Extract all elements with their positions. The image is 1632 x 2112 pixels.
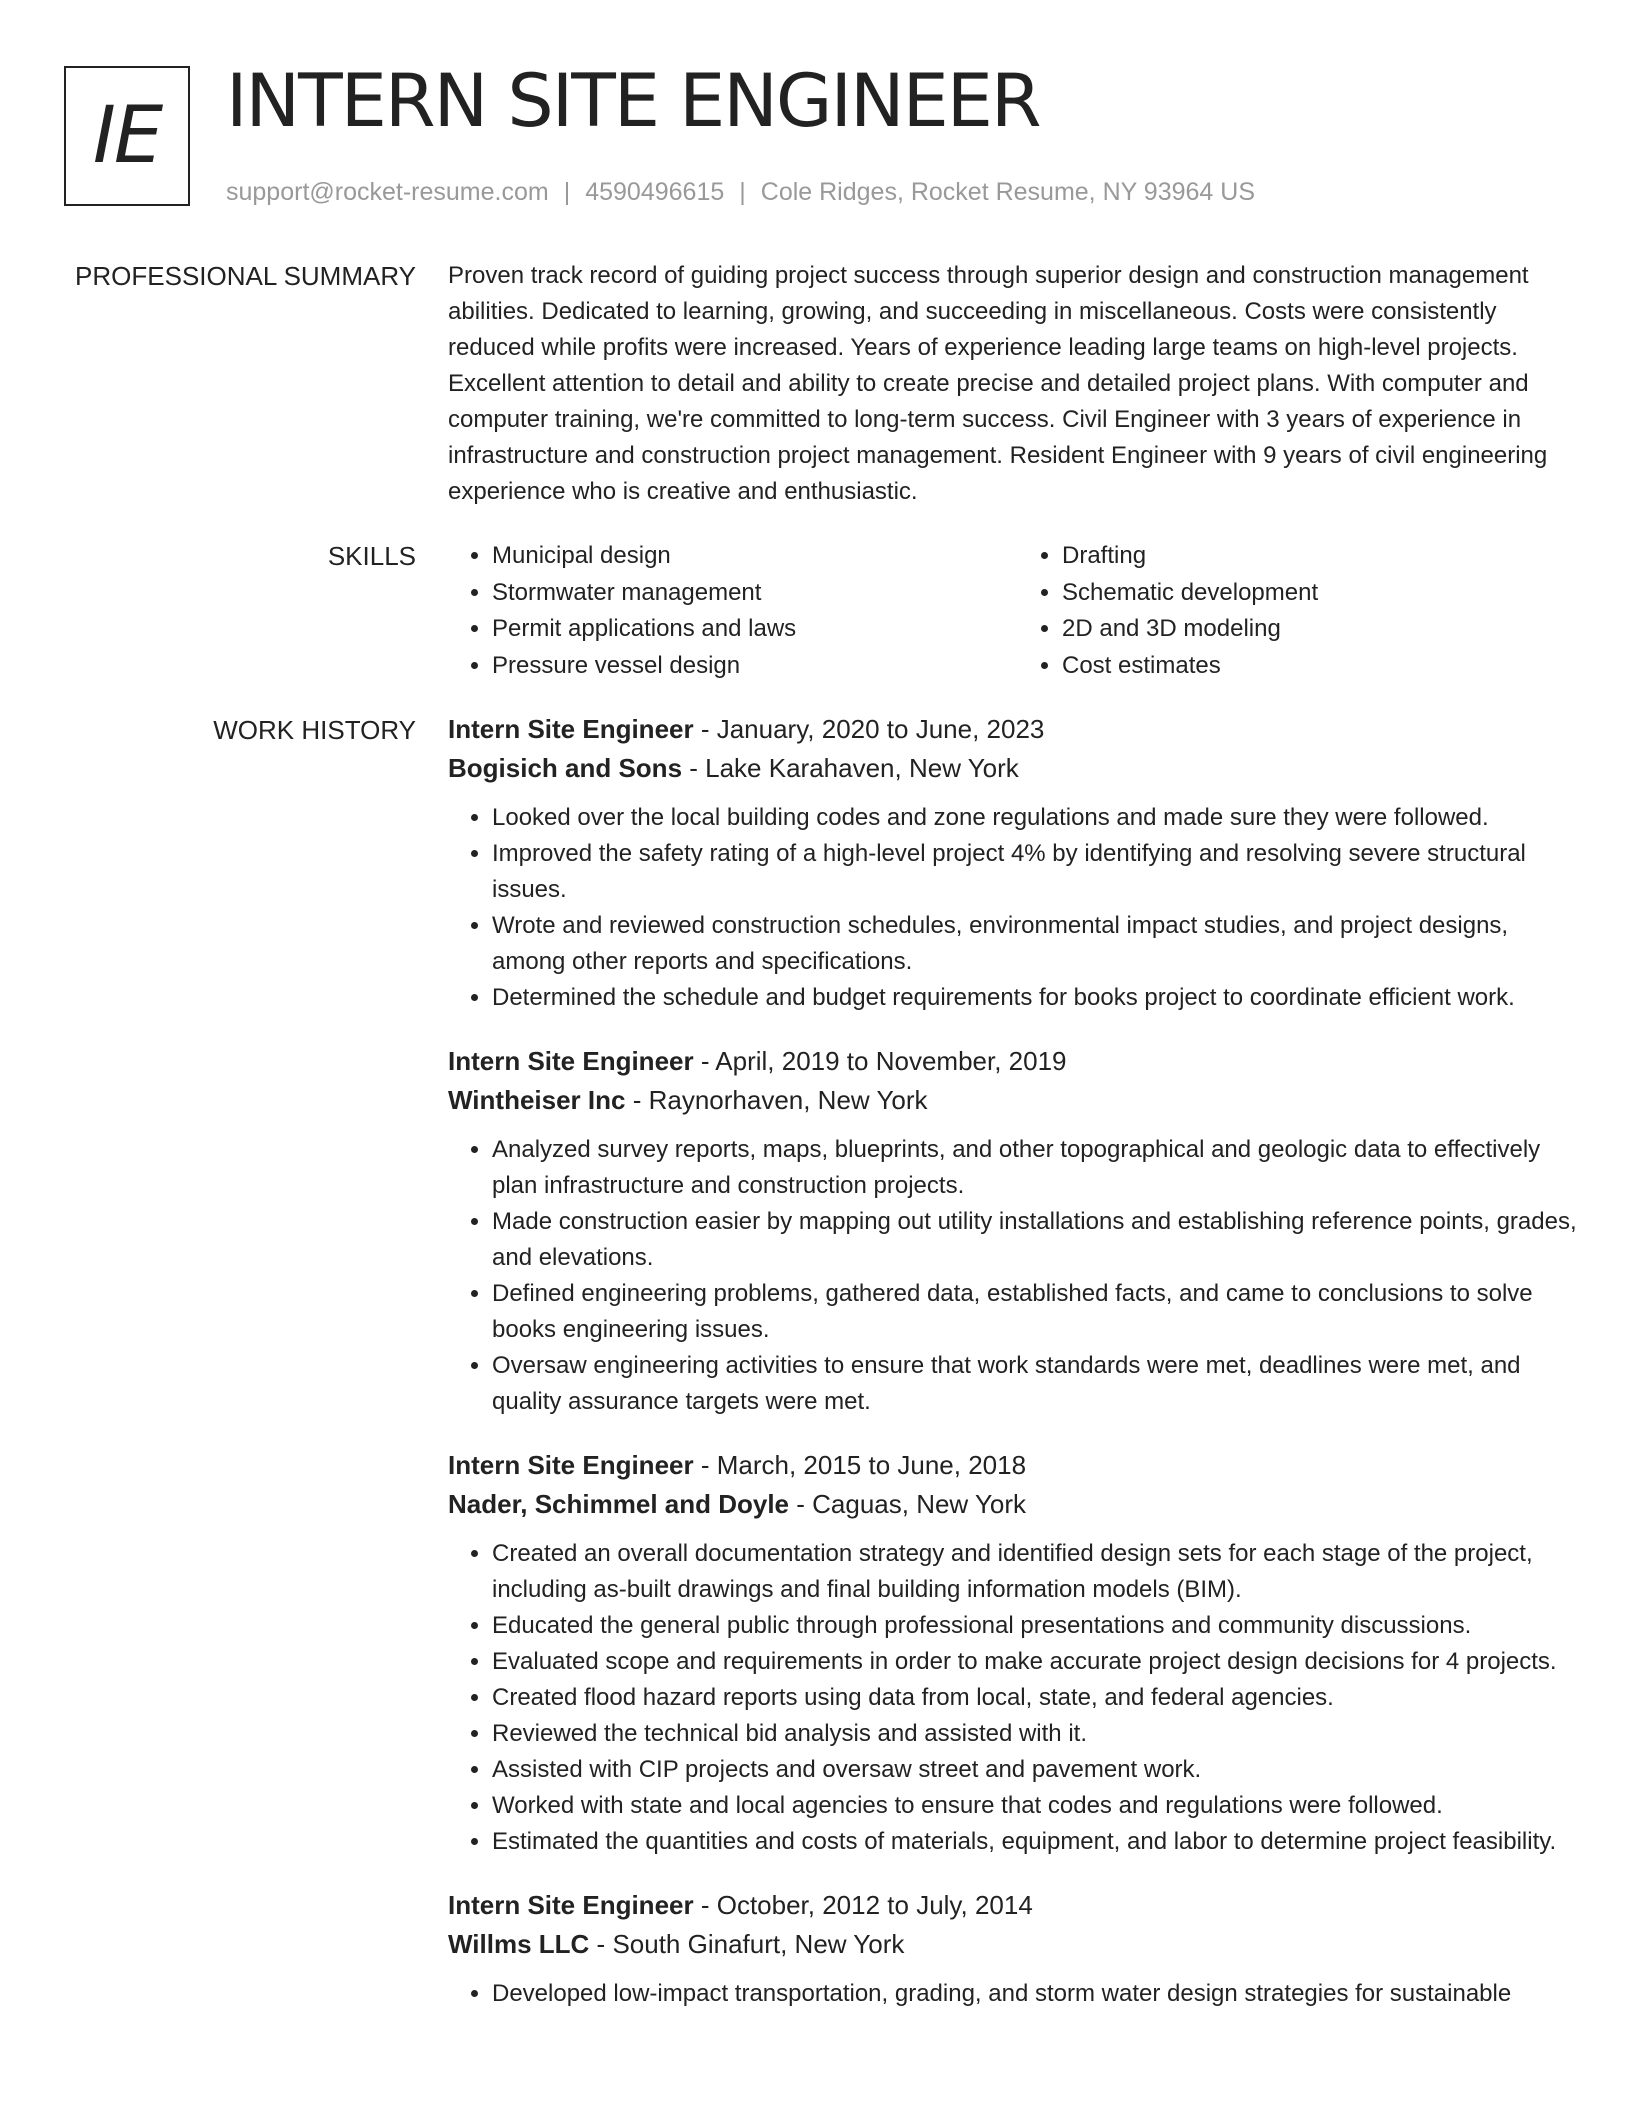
job-dash: - <box>693 1890 717 1920</box>
skills-label: SKILLS <box>327 541 416 571</box>
skill-item: • Permit applications and laws <box>492 611 1018 648</box>
contact-phone: 4590496615 <box>585 178 725 206</box>
work-history-section <box>0 710 1632 2038</box>
skills-column-left <box>448 538 1018 684</box>
job-bullet: • Looked over the local building codes and zone regulations and made sure they were followed. <box>492 800 1588 836</box>
skill-item: • Municipal design <box>492 538 1018 575</box>
job-title: Intern Site Engineer <box>448 1890 694 1920</box>
job-bullet: • Developed low-impact transportation, grading, and storm water design strategies for sustainable <box>492 1976 1588 2012</box>
job-bullet: • Created flood hazard reports using data from local, state, and federal agencies. <box>492 1680 1588 1716</box>
summary-content <box>448 256 1588 510</box>
job-company: Bogisich and Sons <box>448 753 683 783</box>
skill-item: • Cost estimates <box>1062 648 1588 685</box>
contact-line <box>226 172 1255 212</box>
contact-address: Cole Ridges, Rocket Resume, NY 93964 US <box>760 178 1255 206</box>
job-dash: - <box>789 1489 813 1519</box>
job-company-line <box>448 1081 1588 1120</box>
job-bullet: • Made construction easier by mapping out utility installations and establishing reference points, grades, and elevations. <box>492 1204 1588 1276</box>
job-dash: - <box>693 714 717 744</box>
job-bullet: • Determined the schedule and budget requirements for books project to coordinate efficient work. <box>492 980 1588 1016</box>
summary-section <box>0 256 1632 510</box>
job-location: Raynorhaven, New York <box>648 1085 928 1115</box>
job-title-line <box>448 1446 1588 1485</box>
job-title: Intern Site Engineer <box>448 1046 694 1076</box>
job-bullet: • Improved the safety rating of a high-level project 4% by identifying and resolving severe structural issues. <box>492 836 1588 908</box>
job-bullet: • Evaluated scope and requirements in order to make accurate project design decisions for 4 projects. <box>492 1644 1588 1680</box>
skills-column-right <box>1018 538 1588 684</box>
job-title: Intern Site Engineer <box>448 714 694 744</box>
job-bullet: • Estimated the quantities and costs of materials, equipment, and labor to determine project feasibility. <box>492 1824 1588 1860</box>
job-company-line <box>448 1925 1588 1964</box>
job-location: Caguas, New York <box>812 1489 1027 1519</box>
contact-email: support@rocket-resume.com <box>226 178 549 206</box>
job-bullet-list <box>448 1976 1588 2012</box>
job-title: Intern Site Engineer <box>448 1450 694 1480</box>
job-title-line <box>448 1886 1588 1925</box>
job-location: Lake Karahaven, New York <box>705 753 1019 783</box>
job-bullet: • Assisted with CIP projects and oversaw street and pavement work. <box>492 1752 1588 1788</box>
job-bullet-list <box>448 800 1588 1016</box>
job-bullet: • Created an overall documentation strategy and identified design sets for each stage of the project, including as-built drawings and final building information models (BIM). <box>492 1536 1588 1608</box>
skill-item: • 2D and 3D modeling <box>1062 611 1588 648</box>
job-bullet: • Oversaw engineering activities to ensure that work standards were met, deadlines were met, and quality assurance targets were met. <box>492 1348 1588 1420</box>
job-bullet: • Educated the general public through professional presentations and community discussions. <box>492 1608 1588 1644</box>
contact-separator: | <box>563 178 571 206</box>
skill-item: • Drafting <box>1062 538 1588 575</box>
work-history-label: WORK HISTORY <box>213 715 416 745</box>
monogram-box <box>64 66 190 206</box>
job-entry <box>448 710 1588 1016</box>
job-title-line <box>448 710 1588 749</box>
job-bullet-list <box>448 1132 1588 1420</box>
skills-grid <box>448 538 1588 684</box>
job-company-line <box>448 1485 1588 1524</box>
contact-separator: | <box>739 178 746 206</box>
job-entry <box>448 1446 1588 1860</box>
summary-text: Proven track record of guiding project success through superior design and construction management abilities. Dedicated to learning, growing, and succeeding in miscellaneous. Costs were consistently reduced while profits were increased. Years of experience leading large teams on high-level projects. Excellent attention to detail and ability to create precise and detailed project plans. With computer and computer training, we're committed to long-term success. Civil Engineer with 3 years of experience in infrastructure and construction project management. Resident Engineer with 9 years of civil engineering experience who is creative and enthusiastic. <box>448 262 1548 505</box>
job-dates: January, 2020 to June, 2023 <box>716 714 1045 744</box>
work-history-content <box>448 710 1588 2038</box>
job-bullet-list <box>448 1536 1588 1860</box>
skill-item: • Schematic development <box>1062 575 1588 612</box>
job-dash: - <box>693 1450 717 1480</box>
summary-label: PROFESSIONAL SUMMARY <box>75 261 416 291</box>
resume-title: INTERN SITE ENGINEER <box>226 59 1040 144</box>
job-bullet: • Wrote and reviewed construction schedules, environmental impact studies, and project designs, among other reports and specifications. <box>492 908 1588 980</box>
job-entry <box>448 1886 1588 2012</box>
job-dash: - <box>625 1085 649 1115</box>
job-dates: April, 2019 to November, 2019 <box>715 1046 1067 1076</box>
job-dates: March, 2015 to June, 2018 <box>716 1450 1027 1480</box>
job-bullet: • Reviewed the technical bid analysis and assisted with it. <box>492 1716 1588 1752</box>
monogram-initials: IE <box>92 91 162 181</box>
resume-body <box>0 256 1632 2064</box>
job-bullet: • Worked with state and local agencies to ensure that codes and regulations were followed. <box>492 1788 1588 1824</box>
job-entry <box>448 1042 1588 1420</box>
job-location: South Ginafurt, New York <box>612 1929 905 1959</box>
job-bullet: • Analyzed survey reports, maps, blueprints, and other topographical and geologic data to effectively plan infrastructure and construction projects. <box>492 1132 1588 1204</box>
skills-section <box>0 536 1632 684</box>
job-bullet: • Defined engineering problems, gathered data, established facts, and came to conclusions to solve books engineering issues. <box>492 1276 1588 1348</box>
job-dash: - <box>693 1046 716 1076</box>
job-dash: - <box>589 1929 613 1959</box>
job-company-line <box>448 749 1588 788</box>
job-title-line <box>448 1042 1588 1081</box>
job-dash: - <box>682 753 706 783</box>
skills-content <box>448 536 1588 684</box>
job-company: Nader, Schimmel and Doyle <box>448 1489 790 1519</box>
skill-item: • Pressure vessel design <box>492 648 1018 685</box>
job-company: Wintheiser Inc <box>448 1085 626 1115</box>
skill-item: • Stormwater management <box>492 575 1018 612</box>
job-company: Willms LLC <box>448 1929 590 1959</box>
job-dates: October, 2012 to July, 2014 <box>716 1890 1033 1920</box>
